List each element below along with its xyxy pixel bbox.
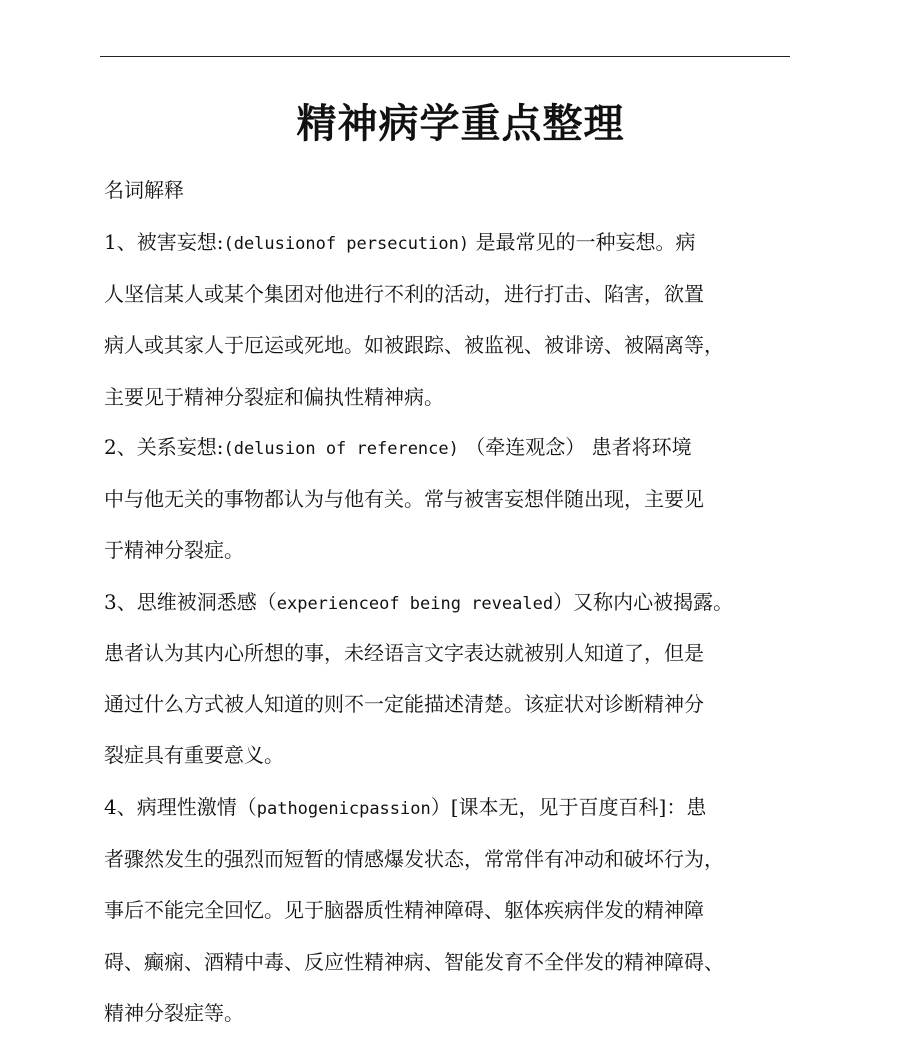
entry-3-line-1: 3、思维被洞悉感（experienceof being revealed）又称内心被揭露。	[104, 590, 734, 614]
entry-3-term: experienceof being revealed	[276, 594, 554, 614]
entry-4-term: pathogenicpassion	[256, 799, 431, 819]
entry-4-line-3: 事后不能完全回忆。见于脑器质性精神障碍、躯体疾病伴发的精神障	[104, 898, 704, 922]
entry-4-line-2: 者骤然发生的强烈而短暂的情感爆发状态，常常伴有冲动和破坏行为，	[104, 847, 724, 871]
entry-2-line-3: 于精神分裂症。	[104, 538, 244, 562]
entry-1-line-4: 主要见于精神分裂症和偏执性精神病。	[104, 385, 444, 409]
entry-1-line-1: 1、被害妄想:(delusionof persecution) 是最常见的一种妄想。病	[104, 230, 696, 254]
entry-4-line-4: 碍、癫痫、酒精中毒、反应性精神病、智能发育不全伴发的精神障碍、	[104, 950, 724, 974]
entry-4-line-5: 精神分裂症等。	[104, 1001, 244, 1025]
entry-1-line-2: 人坚信某人或某个集团对他进行不利的活动，进行打击、陷害，欲置	[104, 282, 704, 306]
header-rule	[100, 56, 790, 57]
entry-2-term: (delusion of reference)	[223, 439, 459, 459]
section-heading: 名词解释	[104, 178, 184, 202]
entry-2-line-2: 中与他无关的事物都认为与他有关。常与被害妄想伴随出现，主要见	[104, 487, 704, 511]
entry-4-line-1: 4、病理性激情（pathogenicpassion）[课本无，见于百度百科]：患	[104, 795, 707, 819]
entry-1-term: (delusionof persecution)	[223, 234, 470, 254]
entry-3-line-2: 患者认为其内心所想的事，未经语言文字表达就被别人知道了，但是	[104, 641, 704, 665]
page-title: 精神病学重点整理	[296, 101, 625, 147]
entry-1-line-3: 病人或其家人于厄运或死地。如被跟踪、被监视、被诽谤、被隔离等，	[104, 333, 724, 357]
entry-2-line-1: 2、关系妄想:(delusion of reference) （牵连观念） 患者将环境	[104, 435, 692, 459]
entry-3-line-4: 裂症具有重要意义。	[104, 743, 284, 767]
entry-3-line-3: 通过什么方式被人知道的则不一定能描述清楚。该症状对诊断精神分	[104, 692, 704, 716]
